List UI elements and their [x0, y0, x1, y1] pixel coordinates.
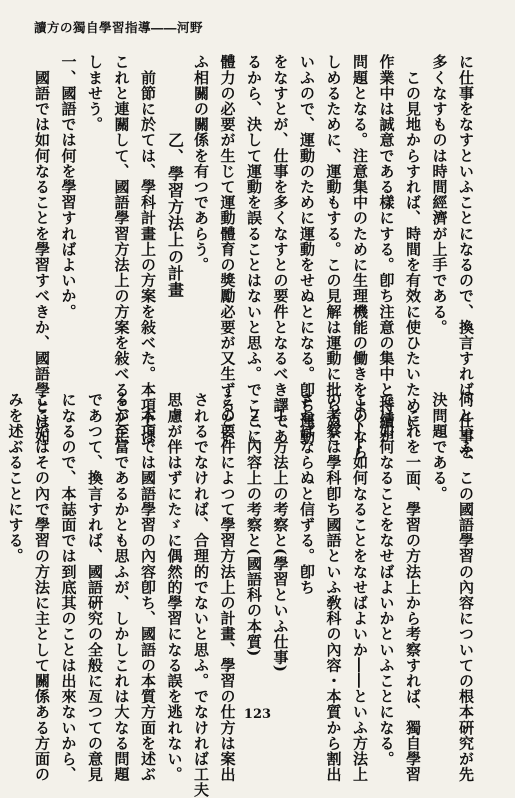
text-line: ここではその內で學習の方法に主として關係ある方面の [33, 392, 51, 782]
text-line: みを述ぶることにする。 [6, 392, 25, 564]
text-line: 前節に於ては、學科計畫上の方案を敍べた。本項では [139, 54, 157, 444]
text-line: 問題となる。注意集中のために生理機能の働きをよくなら [351, 54, 369, 460]
text-line: しめるために、運動もする。この見解は運動に批らぬと [324, 54, 343, 444]
text-line: ふ相關の關係を有つであらう。 [192, 54, 210, 273]
text-line: この見地からすれば、時間を有效に使ひたいために、 [404, 54, 422, 444]
text-line: 思慮が伴はずにたゞに偶然的學習になる誤を逃れない。 [165, 392, 184, 782]
text-line: 本項では國語學習の內容卽ち、國語の本質方面を述ぶ [139, 392, 157, 782]
text-line: これと連關して、國語學習方法上の方案を敍べることに [112, 54, 131, 444]
text-line: 國語では如何なることを學習すべきか、國語學とは如 [33, 54, 51, 444]
text-line: るが至當であるかとも思ふが、しかしこれは大なる問題 [112, 392, 131, 782]
running-head: 讀方の獨自學習指導――河野 [34, 20, 204, 35]
text-line: をなすとが、仕事を多くなすとの要件となるべき譯であ [271, 54, 290, 444]
list-item: １、方法上の考察と(學習といふ仕事) [271, 392, 290, 673]
text-line: 何といふ、この國語學習の內容についての根本硏究が先 [457, 392, 475, 782]
text-line: になるので、本誌面では到底其のことは出來ないから、 [59, 392, 78, 782]
text-line: るから、決して運動を誤ることはないと思ふ。でここに [245, 54, 263, 444]
text-line: 多くなすものは時間經濟が上手である。 [430, 54, 449, 335]
text-line: されるでなければ、合理的でないと思ふ。でなければ工夫 [192, 392, 210, 798]
text-line: いふので、運動のために運動をせぬとになる。卽ち運動 [298, 54, 316, 444]
block-divider [34, 385, 483, 386]
text-line: 體力の必要が生じて運動體育の獎勵必要が又生ずるとい [218, 54, 237, 444]
text-line: この――如何なることをなせばよいか――といふ方法上 [351, 392, 369, 782]
text-line: 作業中は誠意である樣にする。卽ち注意の集中と持續が [377, 54, 396, 444]
text-line: の考察は學科卽ち國語といふ敎科の內容・本質から割出 [324, 392, 343, 782]
text-line: では如何なることをなせばよいかといふことになる。 [377, 392, 396, 767]
text-line: この要件によつて學習方法上の計畫、學習の仕方は案出 [218, 392, 237, 782]
text-line: これを一面、學習の方法上から考察すれば、獨自學習 [404, 392, 422, 782]
subsection-heading: 一、國語では何を學習すればよいか。 [59, 54, 78, 320]
section-heading: 乙、學習方法上の計畫 [165, 132, 185, 298]
text-line: であつて、換言すれば、國語硏究の全般に亙つての意見 [86, 392, 104, 782]
text-line: 決問題である。 [430, 392, 449, 502]
page-number: 123 [243, 707, 272, 722]
text-line: しませう。 [86, 54, 104, 132]
list-item: ２、內容上の考察と(國語科の本質) [245, 392, 263, 657]
text-line: さねばならぬと信ずる。卽ち [298, 392, 316, 595]
text-line: に仕事をなすといふことになるので、換言すれば、仕事を [457, 54, 475, 460]
